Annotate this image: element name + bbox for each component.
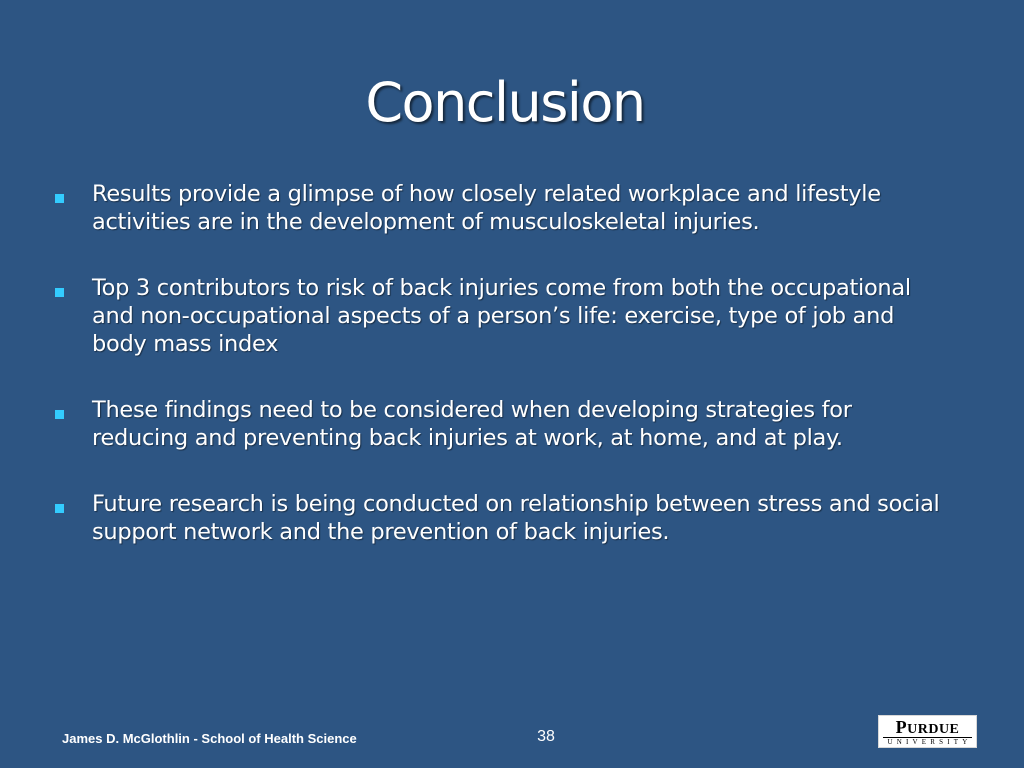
bullet-text: Top 3 contributors to risk of back injuries come from both the occupational and non-occupational aspects of a person’s life: exercise, type of job and body mass index	[92, 275, 911, 357]
square-bullet-icon	[55, 410, 64, 419]
footer-author: James D. McGlothlin - School of Health Science	[62, 731, 357, 746]
square-bullet-icon	[55, 288, 64, 297]
bullet-item	[50, 180, 950, 236]
logo-subtitle: UNIVERSITY	[887, 738, 972, 746]
bullet-text: Future research is being conducted on relationship between stress and social support network and the prevention of back injuries.	[92, 491, 940, 545]
square-bullet-icon	[55, 194, 64, 203]
square-bullet-icon	[55, 504, 64, 513]
bullet-text: Results provide a glimpse of how closely related workplace and lifestyle activities are in the development of musculoskeletal injuries.	[92, 181, 881, 235]
page-number: 38	[537, 728, 555, 745]
logo-initial: P	[895, 717, 908, 737]
bullet-item	[50, 490, 950, 546]
bullet-item	[50, 396, 950, 452]
bullet-text: These findings need to be considered when developing strategies for reducing and preventing back injuries at work, at home, and at play.	[92, 397, 852, 451]
slide-title: Conclusion	[365, 71, 645, 134]
logo-rest: URDUE	[907, 722, 960, 737]
bullet-item	[50, 274, 950, 358]
bullet-list	[50, 180, 950, 546]
purdue-logo	[878, 715, 977, 748]
